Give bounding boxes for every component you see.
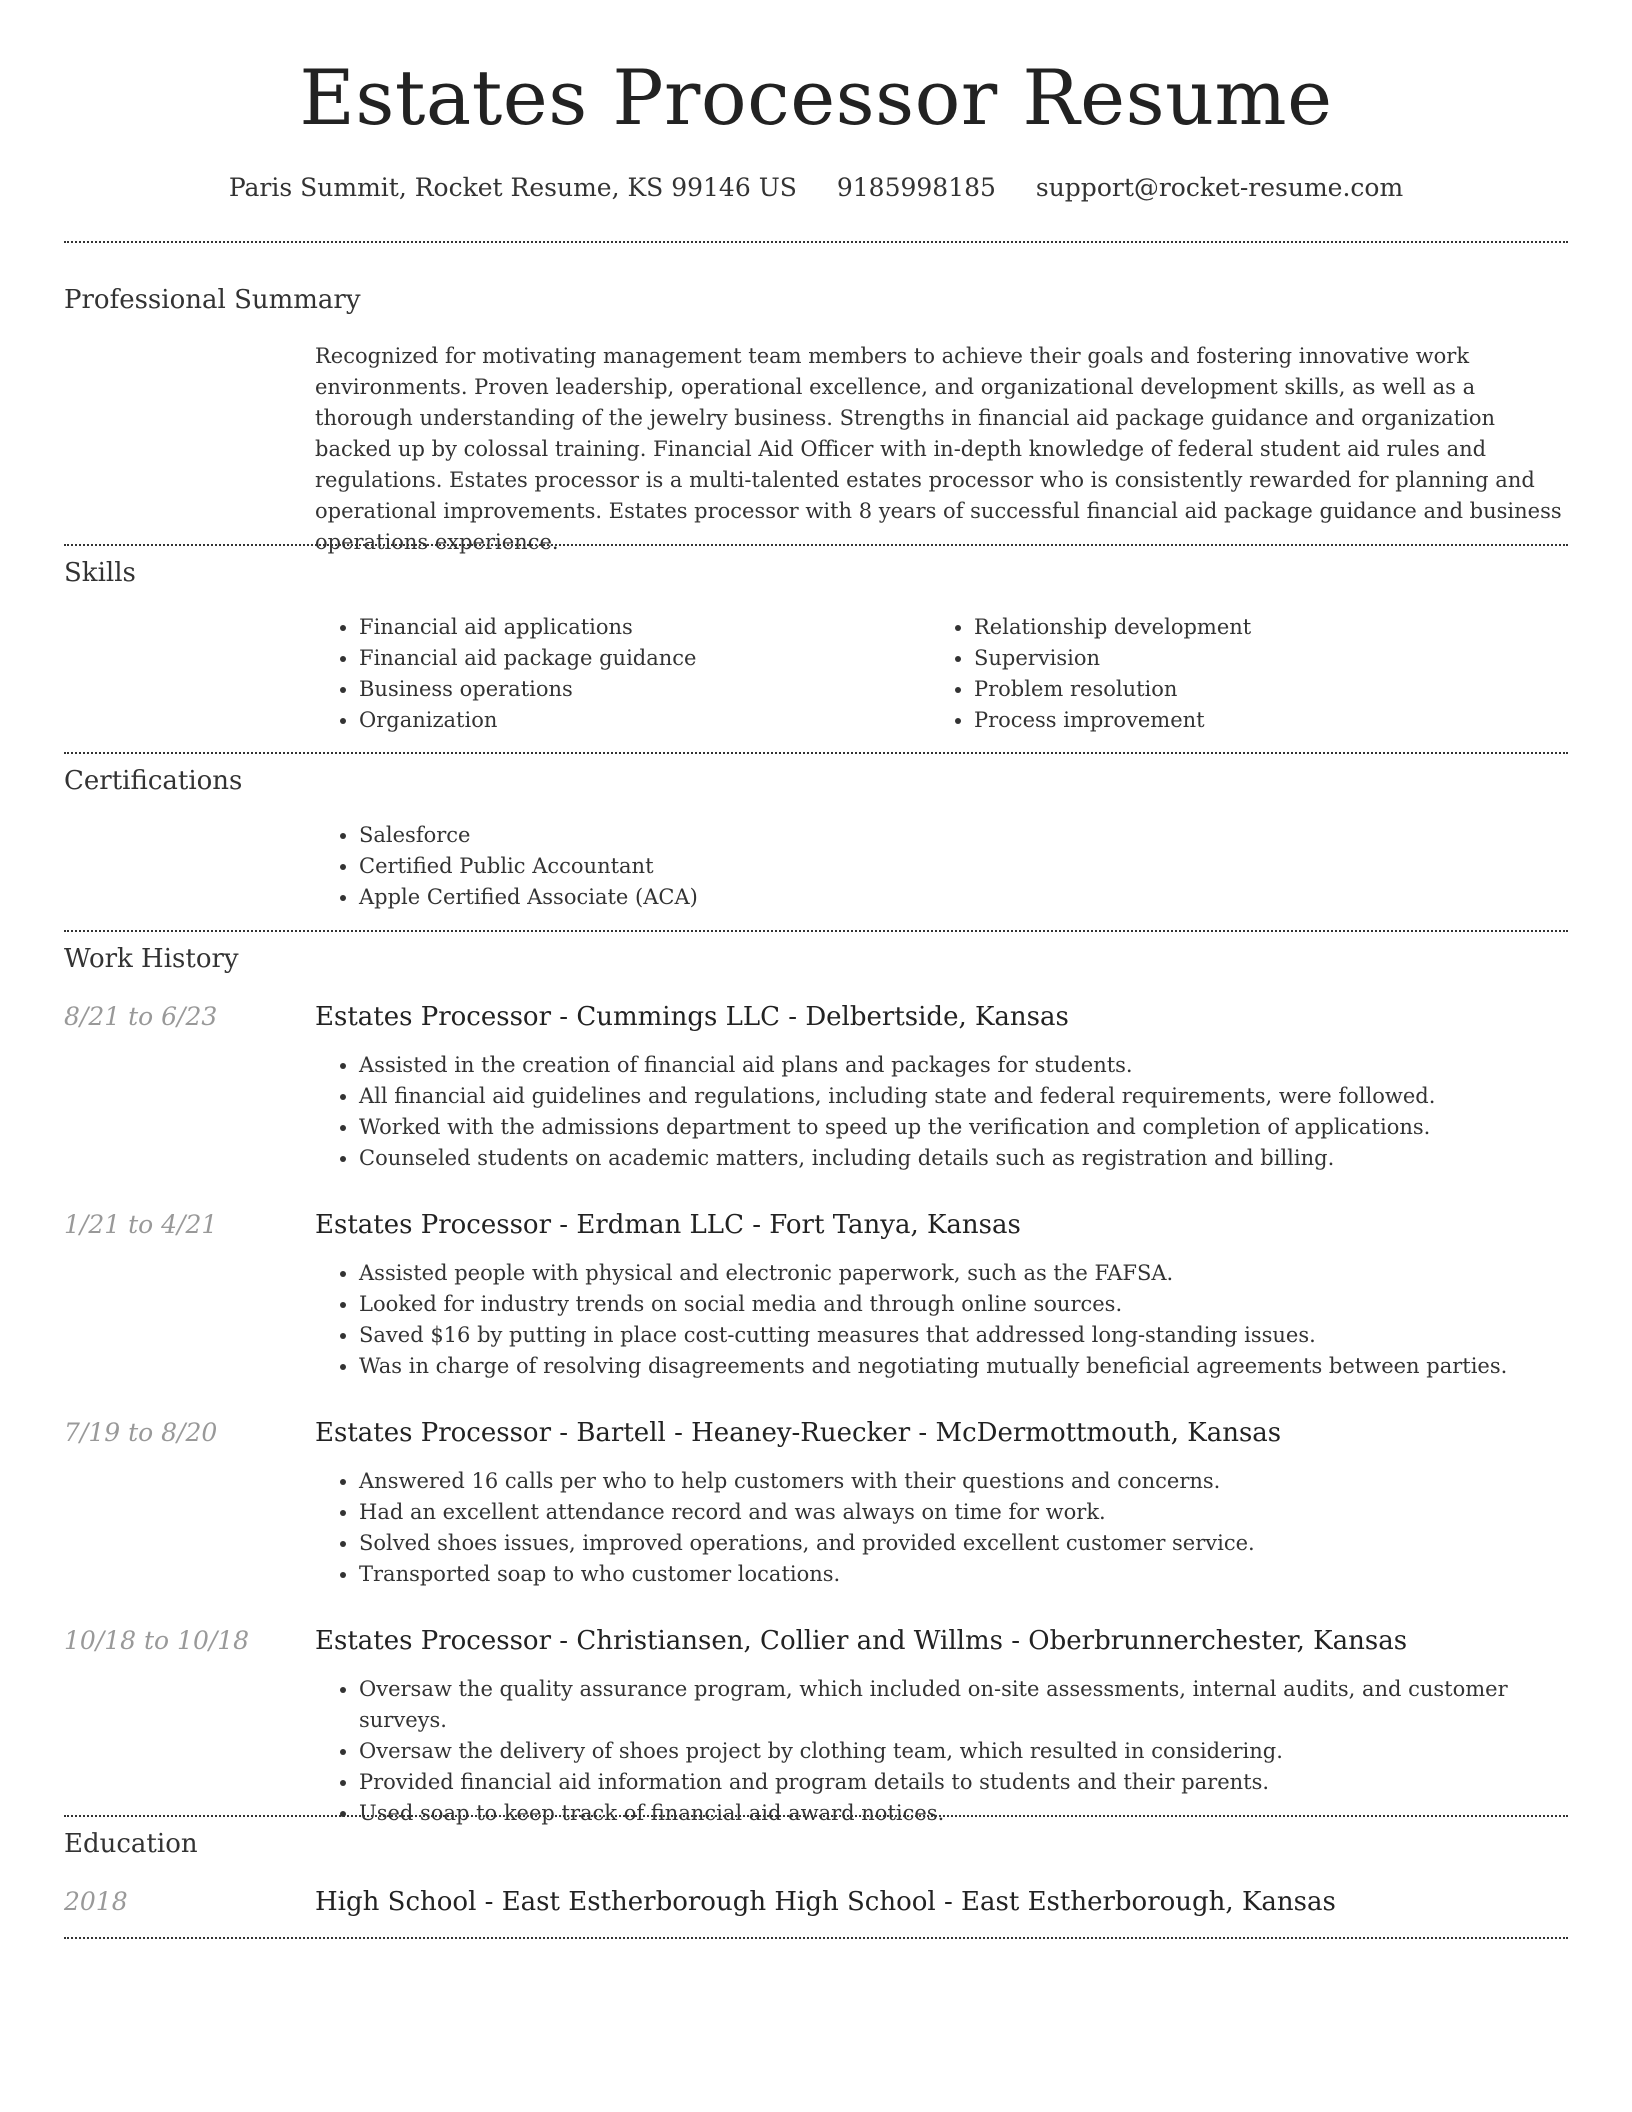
work-history-heading: Work History bbox=[64, 944, 239, 974]
job-bullet: • Used soap to keep track of financial aid award notices. bbox=[359, 1798, 1575, 1829]
job-dates: 7/19 to 8/20 bbox=[64, 1418, 218, 1447]
skill-item: • Problem resolution bbox=[974, 674, 1530, 705]
job-bullet: • Looked for industry trends on social media and through online sources. bbox=[359, 1289, 1575, 1320]
job-bullet: • Solved shoes issues, improved operations, and provided excellent customer service. bbox=[359, 1528, 1575, 1559]
job-title: Estates Processor - Christiansen, Collier and Willms - Oberbrunnerchester, Kansas bbox=[315, 1626, 1408, 1656]
job-bullet: • All financial aid guidelines and regulations, including state and federal requirements, were followed. bbox=[359, 1081, 1575, 1112]
job-bullets bbox=[315, 1050, 1575, 1174]
skill-item: • Process improvement bbox=[974, 705, 1530, 736]
job-bullet: • Oversaw the quality assurance program, which included on-site assessments, internal audits, and customer surveys. bbox=[359, 1674, 1575, 1736]
divider bbox=[64, 544, 1568, 546]
skills-left-column bbox=[315, 612, 915, 736]
certification-item: • Certified Public Accountant bbox=[359, 851, 1115, 882]
certification-item: • Apple Certified Associate (ACA) bbox=[359, 882, 1115, 913]
job-bullet: • Provided financial aid information and program details to students and their parents. bbox=[359, 1767, 1575, 1798]
page-title: Estates Processor Resume bbox=[299, 53, 1333, 142]
skill-item: • Relationship development bbox=[974, 612, 1530, 643]
certifications-heading: Certifications bbox=[64, 766, 243, 796]
job-bullets bbox=[315, 1674, 1575, 1829]
job-bullet: • Oversaw the delivery of shoes project by clothing team, which resulted in considering. bbox=[359, 1736, 1575, 1767]
job-title: Estates Processor - Cummings LLC - Delbertside, Kansas bbox=[315, 1002, 1069, 1032]
job-bullet: • Was in charge of resolving disagreements and negotiating mutually beneficial agreements between parties. bbox=[359, 1351, 1575, 1382]
job-bullet: • Worked with the admissions department to speed up the verification and completion of applications. bbox=[359, 1112, 1575, 1143]
contact-address: Paris Summit, Rocket Resume, KS 99146 US bbox=[228, 173, 797, 202]
job-dates: 1/21 to 4/21 bbox=[64, 1210, 218, 1239]
skills-heading: Skills bbox=[64, 558, 136, 588]
job-bullet: • Counseled students on academic matters, including details such as registration and billing. bbox=[359, 1143, 1575, 1174]
job-bullet: • Saved $16 by putting in place cost-cutting measures that addressed long-standing issues. bbox=[359, 1320, 1575, 1351]
skill-item: • Financial aid package guidance bbox=[359, 643, 915, 674]
education-year: 2018 bbox=[64, 1887, 128, 1916]
skills-right-column bbox=[930, 612, 1530, 736]
education-heading: Education bbox=[64, 1829, 198, 1859]
job-dates: 10/18 to 10/18 bbox=[64, 1626, 250, 1655]
education-entry: High School - East Estherborough High School - East Estherborough, Kansas bbox=[315, 1887, 1336, 1917]
job-bullet: • Transported soap to who customer locations. bbox=[359, 1559, 1575, 1590]
divider bbox=[64, 1937, 1568, 1939]
job-bullet: • Answered 16 calls per who to help customers with their questions and concerns. bbox=[359, 1466, 1575, 1497]
divider bbox=[64, 1815, 1568, 1817]
certification-item: • Salesforce bbox=[359, 820, 1115, 851]
job-bullets bbox=[315, 1258, 1575, 1382]
contact-email: support@rocket-resume.com bbox=[1035, 173, 1404, 202]
job-title: Estates Processor - Bartell - Heaney-Ruecker - McDermottmouth, Kansas bbox=[315, 1418, 1282, 1448]
contact-line bbox=[0, 170, 1632, 206]
job-dates: 8/21 to 6/23 bbox=[64, 1002, 218, 1031]
job-title: Estates Processor - Erdman LLC - Fort Tanya, Kansas bbox=[315, 1210, 1021, 1240]
summary-text: Recognized for motivating management team members to achieve their goals and fostering innovative work environments. Proven leadership, operational excellence, and organizational development skills, as well as a thorough understanding of the jewelry business. Strengths in financial aid package guidance and organization backed up by colossal training. Financial Aid Officer with in-depth knowledge of federal student aid rules and regulations. Estates processor is a multi-talented estates processor who is consistently rewarded for planning and operational improvements. Estates processor with 8 years of successful financial aid package guidance and business operations experience. bbox=[315, 344, 1562, 554]
skill-item: • Business operations bbox=[359, 674, 915, 705]
summary-heading: Professional Summary bbox=[64, 285, 361, 315]
certifications-list bbox=[315, 820, 1115, 913]
skill-item: • Supervision bbox=[974, 643, 1530, 674]
divider bbox=[64, 930, 1568, 932]
divider bbox=[64, 752, 1568, 754]
job-bullet: • Had an excellent attendance record and was always on time for work. bbox=[359, 1497, 1575, 1528]
divider bbox=[64, 241, 1568, 243]
job-bullet: • Assisted people with physical and electronic paperwork, such as the FAFSA. bbox=[359, 1258, 1575, 1289]
job-bullet: • Assisted in the creation of financial aid plans and packages for students. bbox=[359, 1050, 1575, 1081]
contact-phone: 9185998185 bbox=[836, 173, 996, 202]
job-bullets bbox=[315, 1466, 1575, 1590]
skill-item: • Financial aid applications bbox=[359, 612, 915, 643]
skill-item: • Organization bbox=[359, 705, 915, 736]
